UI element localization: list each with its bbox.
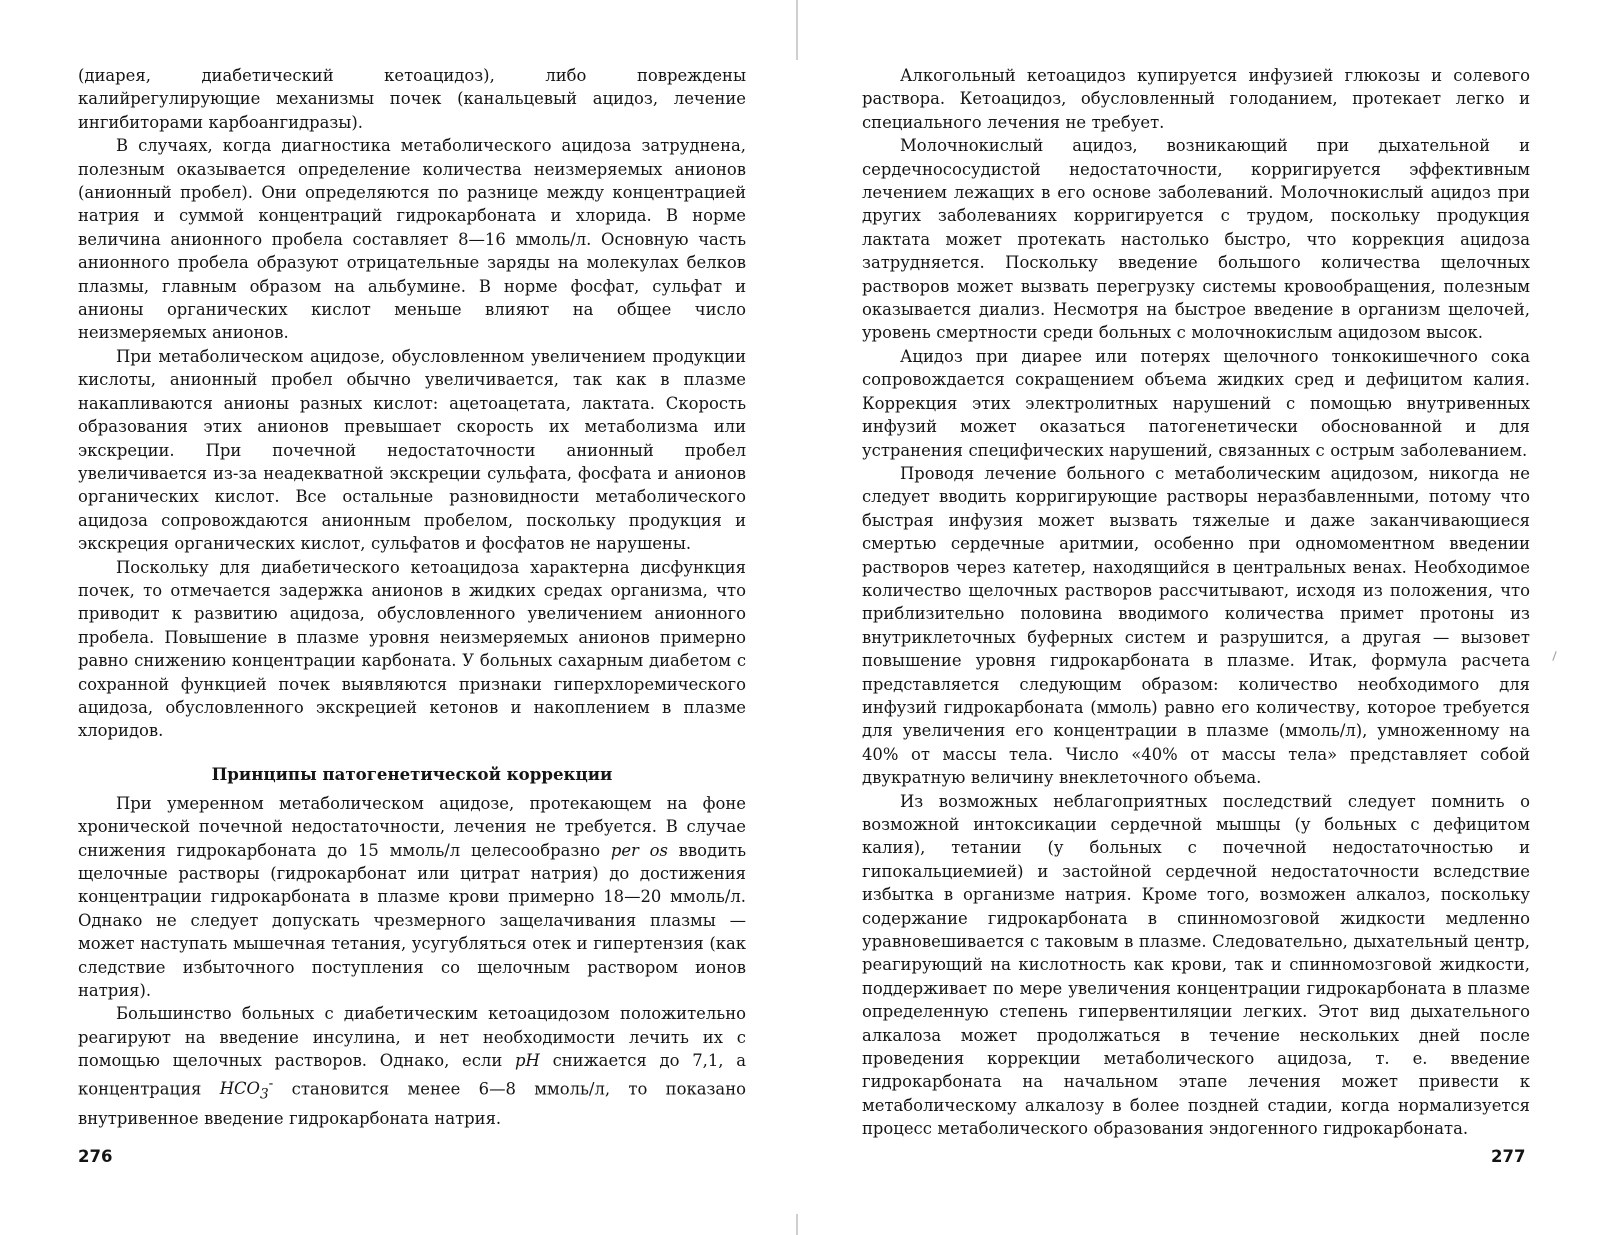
- right-paragraph-3: Ацидоз при диарее или потерях щелочного тонкокишечного сока сопровождается сокращением объема жидких сред и дефицитом калия. Коррекция этих электролитных нарушений с помощью внутривенных инфузий может оказаться патогенетически обоснованной и для устранения специфических нарушений, связанных с острым заболеванием.: [862, 346, 1530, 460]
- right-paragraph-1: Алкогольный кетоацидоз купируется инфузией глюкозы и солевого раствора. Кетоацидоз, обусловленный голоданием, протекает легко и специального лечения не требует.: [862, 66, 1530, 132]
- right-page: [862, 64, 1530, 1141]
- p6-bicarbonate-formula: [219, 1075, 274, 1103]
- left-paragraph-3: При метаболическом ацидозе, обусловленном увеличением продукции кислоты, анионный пробел обычно увеличивается, так как в плазме накапливаются анионы разных кислот: ацетоацетата, лактата. Скорость образования этих анионов превышает скорость их метаболизма или экскреции. При почечной недостаточности анионный пробел увеличивается из-за неадекватной экскреции сульфата, фосфата и анионов органических кислот. Все остальные разновидности метаболического ацидоза сопровождаются анионным пробелом, поскольку продукция и экскреция органических кислот, сульфатов и фосфатов не нарушены.: [78, 346, 746, 554]
- p6-sub: 3: [259, 1086, 269, 1103]
- p6-text-b: снижается до 7,1, а концентрация: [78, 1051, 746, 1099]
- p5-text-a: При умеренном метаболическом ацидозе, протекающем на фоне хронической почечной недостаточности, лечения не требуется. В случае снижения гидрокарбоната до 15 ммоль/л целесообразно: [78, 793, 746, 860]
- right-paragraph-2: Молочнокислый ацидоз, возникающий при дыхательной и сердечнососудистой недостаточности, корригируется эффективным лечением лежащих в его основе заболеваний. Молочнокислый ацидоз при других заболеваниях корригируется с трудом, поскольку продукция лактата может протекать настолько быстро, что коррекция ацидоза затрудняется. Поскольку введение большого количества щелочных растворов может вызвать перегрузку системы кровообращения, полезным оказывается диализ. Несмотря на быстрое введение в организм щелочей, уровень смертности среди больных с молочнокислым ацидозом высок.: [862, 136, 1530, 343]
- right-paragraph-4: Проводя лечение больного с метаболическим ацидозом, никогда не следует вводить корригирующие растворы неразбавленными, потому что быстрая инфузия может вызвать тяжелые и даже заканчивающиеся смертью сердечные аритмии, особенно при одномоментном введении растворов через катетер, находящийся в центральных венах. Необходимое количество щелочных растворов рассчитывают, исходя из положения, что приблизительно половина вводимого количества примет протоны из внутриклеточных буферных систем и разрушится, а другая — вызовет повышение уровня гидрокарбоната в плазме. Итак, формула расчета представляется следующим образом: количество необходимого для инфузий гидрокарбоната (ммоль) равно его количеству, которое требуется для увеличения его концентрации в плазме (ммоль/л), умноженному на 40% от массы тела. Число «40% от массы тела» представляет собой двукратную величину внеклеточного объема.: [862, 463, 1530, 788]
- p6-text-a: Большинство больных с диабетическим кетоацидозом положительно реагируют на введение инсулина, и нет необходимости лечить их с помощью щелочных растворов. Однако, если: [78, 1004, 746, 1071]
- section-heading: Принципы патогенетической коррекции: [211, 763, 613, 784]
- page-number-right: 277: [1491, 1147, 1526, 1166]
- left-page: [78, 64, 746, 1130]
- book-gutter: [796, 0, 798, 60]
- p5-italic-latin: per os: [610, 840, 668, 860]
- p6-ph: pH: [515, 1051, 540, 1071]
- left-paragraph-1: (диарея, диабетический кетоацидоз), либо повреждены калийрегулирующие механизмы почек (канальцевый ацидоз, лечение ингибиторами карбоангидразы).: [78, 66, 746, 132]
- left-paragraph-4: Поскольку для диабетического кетоацидоза характерна дисфункция почек, то отмечается задержка анионов в жидких средах организма, что приводит к развитию ацидоза, обусловленного увеличением анионного пробела. Повышение в плазме уровня неизмеряемых анионов примерно равно снижению концентрации карбоната. У больных сахарным диабетом с сохранной функцией почек выявляются признаки гиперхлоремического ацидоза, обусловленного экскрецией кетонов и накоплением в плазме хлоридов.: [78, 557, 746, 741]
- left-paragraph-2: В случаях, когда диагностика метаболического ацидоза затруднена, полезным оказывается определение количества неизмеряемых анионов (анионный пробел). Они определяются по разнице между концентрацией натрия и суммой концентраций гидрокарбоната и хлорида. В норме величина анионного пробела составляет 8—16 ммоль/л. Основную часть анионного пробела образуют отрицательные заряды на молекулах белков плазмы, главным образом на альбумине. В норме фосфат, сульфат и анионы органических кислот меньше влияют на общее число неизмеряемых анионов.: [78, 136, 746, 343]
- right-paragraph-5: Из возможных неблагоприятных последствий следует помнить о возможной интоксикации сердечной мышцы (у больных с дефицитом калия), тетании (у больных с почечной недостаточностью и гипокальциемией) и застойной сердечной недостаточности вследствие избытка в организме натрия. Кроме того, возможен алкалоз, поскольку содержание гидрокарбоната в спинномозговой жидкости медленно уравновешивается с таковым в плазме. Следовательно, дыхательный центр, реагирующий на кислотность как крови, так и спинномозговой жидкости, поддерживает по мере увеличения концентрации гидрокарбоната в плазме определенную степень гипервентиляции легких. Этот вид дыхательного алкалоза может продолжаться в течение нескольких дней после проведения коррекции метаболического ацидоза, т. е. введение гидрокарбоната на начальном этапе лечения может привести к метаболическому алкалозу в более поздней стадии, когда нормализуется процесс метаболического образования эндогенного гидрокарбоната.: [862, 791, 1530, 1139]
- left-paragraph-6: [78, 1002, 746, 1130]
- book-gutter-bottom: [796, 1214, 798, 1235]
- p6-sup: -: [268, 1075, 274, 1092]
- page-number-left: 276: [78, 1147, 113, 1166]
- p6-text-c: становится менее 6—8 ммоль/л, то показано внутривенное введение гидрокарбоната натрия.: [78, 1079, 746, 1128]
- left-paragraph-5: [78, 792, 746, 1003]
- p6-hco: HCO: [219, 1079, 260, 1099]
- scan-speck: [1552, 651, 1556, 661]
- p5-text-b: вводить щелочные растворы (гидрокарбонат или цитрат натрия) до достижения концентрации гидрокарбоната в плазме крови примерно 18—20 ммоль/л. Однако не следует допускать чрезмерного защелачивания плазмы — может наступать мышечная тетания, усугубляться отек и гипертензия (как следствие избыточного поступления со щелочным раствором ионов натрия).: [78, 840, 746, 1001]
